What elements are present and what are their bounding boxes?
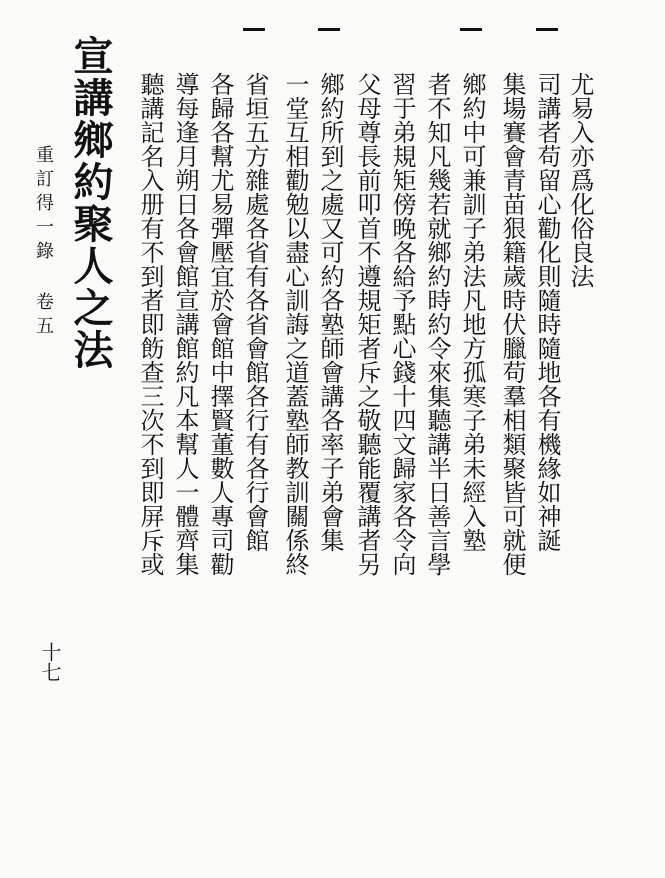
paragraph-col: 習于弟規矩傍晚各給予點心錢十四文歸家各令向 [388,72,416,576]
running-header: 重訂得一錄 卷五 [33,145,54,340]
paragraph-col: 集場賽會青苗狠籍歲時伏臘苟羣相類聚皆可就便 [498,72,526,576]
paragraph-rule [318,28,340,31]
paragraph-col: 一堂互相勸勉以盡心訓誨之道蓋塾師教訓關係終 [281,72,309,576]
paragraph-col: 聽講記名入册有不到者即飭查三次不到即屏斥或 [136,72,164,576]
paragraph-col: 父母尊長前叩首不遵規矩者斥之敬聽能覆講者另 [353,72,381,576]
paragraph-col: 各歸各幫尤易彈壓宜於會館中擇賢董數人專司勸 [206,72,234,576]
paragraph-rule [243,28,265,31]
paragraph-col: 導每逢月朔日各會館宣講館約凡本幫人一體齊集 [171,72,199,576]
paragraph-col: 鄉約所到之處又可約各塾師會講各率子弟會集 [316,72,344,552]
paragraph-col: 者不知凡幾若就鄉約時約令來集聽講半日善言學 [423,72,451,576]
paragraph-col: 省垣五方雜處各省有各省會館各行有各行會館 [241,72,269,552]
paragraph-rule [536,28,558,31]
paragraph-continuation: 尤易入亦爲化俗良法 [566,72,594,288]
paragraph-col: 鄉約中可兼訓子弟法凡地方孤寒子弟未經入塾 [458,72,486,552]
page-number: 十七 [38,642,62,682]
page-title: 宣講鄉約聚人之法 [67,35,114,371]
paragraph-rule [460,28,482,31]
paragraph-col: 司講者苟留心勸化則隨時隨地各有機緣如神誕 [533,72,561,552]
